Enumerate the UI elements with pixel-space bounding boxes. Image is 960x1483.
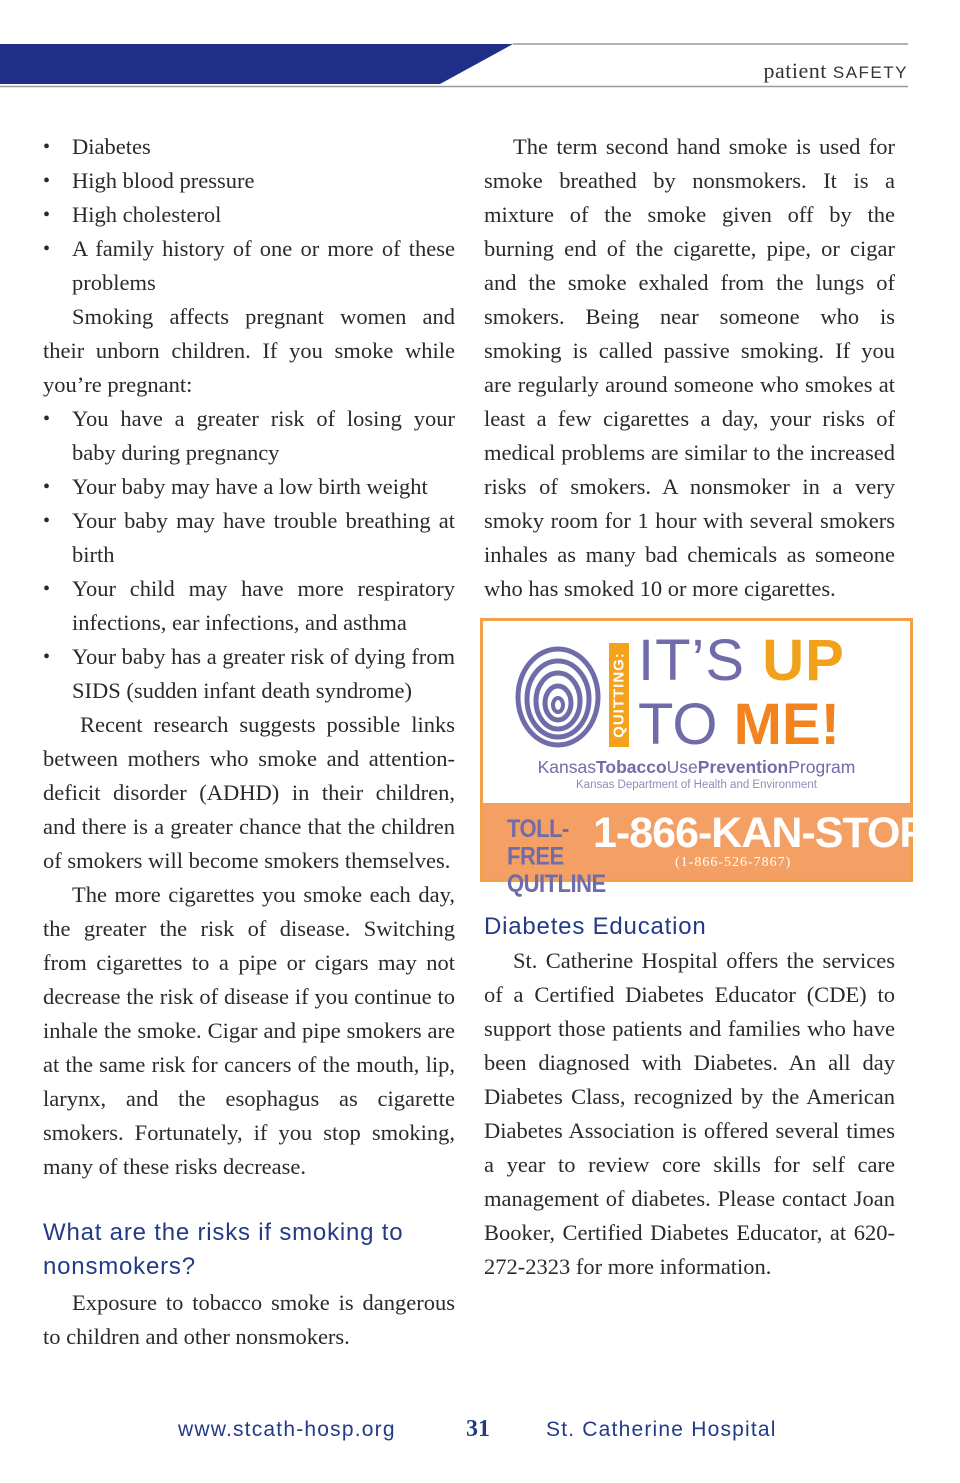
quitting-label: QUITTING: [610,652,628,738]
list-item: • You have a greater risk of losing your baby during pregnancy [43,402,455,470]
tollfree-label [507,813,606,898]
program-word: Tobacco [596,757,667,777]
page-number: 31 [466,1416,490,1442]
pregnancy-risk-list [43,402,455,708]
section-label-caps: SAFETY [832,63,908,82]
footer-hospital: St. Catherine Hospital [546,1418,777,1441]
program-word: Program [788,757,856,777]
slogan-its: IT’S [638,628,746,693]
program-word: Prevention [697,757,789,777]
paragraph: The term second hand smoke is used for smoke breathed by nonsmokers. It is a mixture of the smoke given off by the burning end of the cigarette, pipe, or cigar and the smoke exhaled from the lungs of smokers. Being near someone who is smoking is called passive smoking. If you are regularly around someone who smokes at least a few cigarettes a day, your risks of medical problems are similar to the increased risks of smokers. A nonsmoker in a very smoky room for 1 hour with several smokers inhales as many bad chemicals as someone who has smoked 10 or more cigarettes. [484,134,895,601]
quitline-text: QUITLINE [507,869,606,898]
program-name [483,757,910,778]
list-item: • Your baby may have trouble breathing at birth [43,504,455,572]
left-column [43,130,455,1354]
right-column-lower [484,910,895,1284]
slogan-me: ME! [733,692,840,757]
slogan-up: UP [762,628,845,693]
quitline-phone-digits: (1-866-526-7867) [675,855,792,870]
department-name: Kansas Department of Health and Environment [576,779,817,791]
list-item: • Your child may have more respiratory infections, ear infections, and asthma [43,572,455,640]
quitline-phone: 1-866-KAN-STOP [593,809,928,857]
ad-logo-area [483,621,910,801]
paragraph: Smoking affects pregnant women and their unborn children. If you smoke while you’re pregnant: [43,304,455,397]
section-label [764,58,909,84]
fingerprint-icon [513,639,603,749]
list-item: • High cholesterol [43,198,455,232]
quitline-ad [480,618,928,898]
paragraph: Recent research suggests possible links between mothers who smoke and attention-deficit disorder (ADHD) in their children, and there is a greater chance that the children of smokers will become smokers themselves. [43,712,455,873]
quitline-band [483,803,928,898]
section-heading: Diabetes Education [484,913,707,940]
list-item: • High blood pressure [43,164,455,198]
list-item: • Diabetes [43,130,455,164]
slogan-line-1 [638,628,845,693]
list-item: • Your baby may have a low birth weight [43,470,455,504]
section-heading: What are the risks if smoking to nonsmokers? [43,1219,404,1280]
right-column [484,130,895,606]
program-word: Use [666,757,698,777]
list-item: • Your baby has a greater risk of dying from SIDS (sudden infant death syndrome) [43,640,455,708]
list-item: • A family history of one or more of these problems [43,232,455,300]
tollfree-text: TOLL-FREE [507,813,569,871]
paragraph: St. Catherine Hospital offers the services of a Certified Diabetes Educator (CDE) to support those patients and families who have been diagnosed with Diabetes. An all day Diabetes Class, recognized by the American Diabetes Association is offered several times a year to review core skills for self care management of diabetes. Please contact Joan Booker, Certified Diabetes Educator, at 620-272-2323 for more information. [484,948,895,1279]
slogan-line-2 [638,692,840,757]
footer-url[interactable]: www.stcath-hosp.org [178,1418,396,1441]
section-label-word: patient [763,58,827,83]
program-word: Kansas [537,757,596,777]
quitting-tag [609,643,629,747]
risk-factor-list [43,130,455,300]
footer [0,1418,960,1448]
slogan-to: TO [638,692,718,757]
paragraph: The more cigarettes you smoke each day, the greater the risk of disease. Switching from cigarettes to a pipe or cigars may not decrease the risk of disease if you continue to inhale the smoke. Cigar and pipe smokers are at the same risk for cancers of the mouth, lip, larynx, and the esophagus as cigarette smokers. Fortunately, if you stop smoking, many of these risks decrease. [43,882,455,1179]
paragraph: Exposure to tobacco smoke is dangerous to children and other nonsmokers. [43,1290,455,1349]
